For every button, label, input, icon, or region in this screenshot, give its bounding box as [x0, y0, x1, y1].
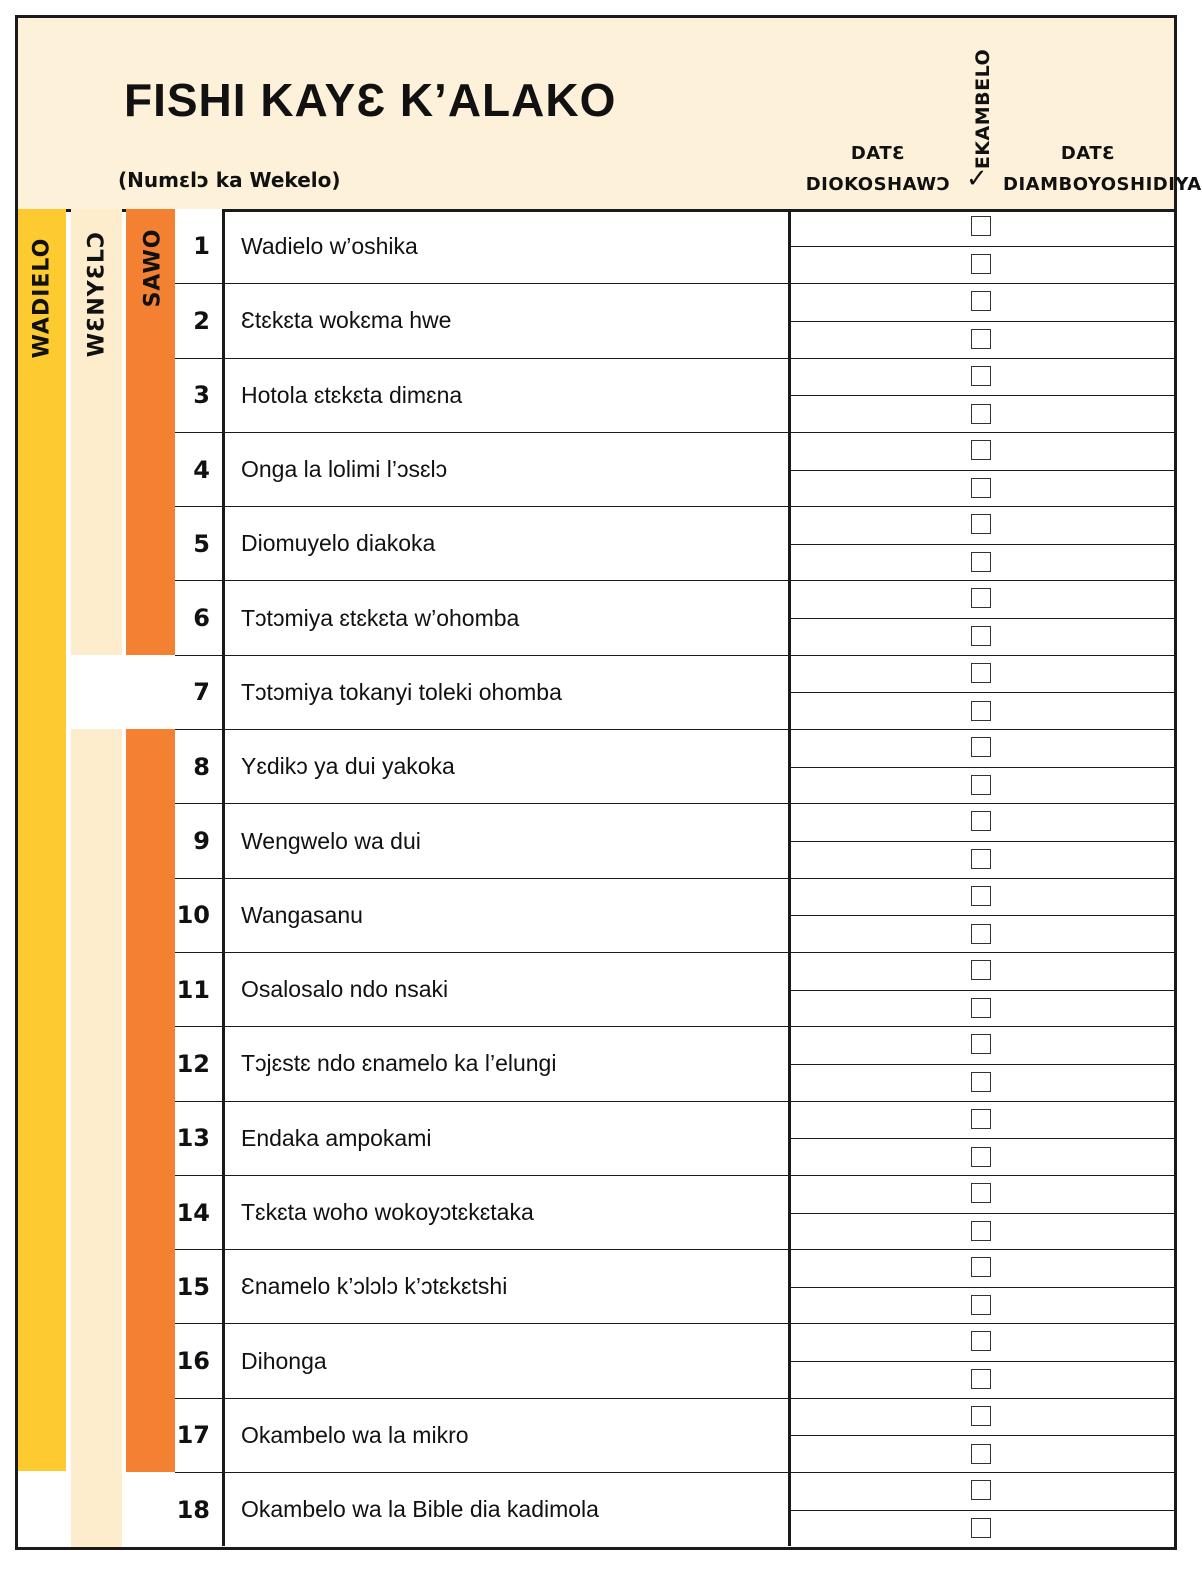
- divider: [791, 915, 1174, 916]
- progress-sheet: [15, 15, 1202, 1550]
- table-row: [175, 506, 1174, 580]
- lesson-number: 4: [175, 433, 225, 506]
- divider: [791, 767, 1174, 768]
- checkbox[interactable]: [971, 924, 991, 944]
- table-row: [175, 283, 1174, 357]
- lesson-number: 3: [175, 359, 225, 432]
- divider: [791, 1361, 1174, 1362]
- table-row: [175, 655, 1174, 729]
- band-wenyelo-label: WƐNYƐLƆ: [84, 230, 110, 358]
- column-header-date-given-line2: DIOKOSHAWƆ: [805, 174, 951, 195]
- table-row: [175, 1026, 1174, 1100]
- page-title: FISHI KAYƐ K’ALAKO: [124, 74, 617, 126]
- lesson-name: Yɛdikɔ ya dui yakoka: [241, 753, 455, 780]
- lesson-name: Okambelo wa la Bible dia kadimola: [241, 1496, 599, 1523]
- checkbox[interactable]: [971, 1221, 991, 1241]
- lesson-number: 5: [175, 507, 225, 580]
- date-cells: [788, 1027, 1174, 1100]
- checkbox[interactable]: [971, 478, 991, 498]
- lesson-name: Tɛkɛta woho wokoyɔtɛkɛtaka: [241, 1199, 534, 1225]
- checkbox[interactable]: [971, 216, 991, 236]
- date-cells: [788, 1473, 1174, 1546]
- table-row: [175, 1101, 1174, 1175]
- date-cells: [788, 953, 1174, 1026]
- column-header-date-given-line1: DATƐ: [850, 143, 906, 164]
- table-row: [175, 1323, 1174, 1397]
- checkbox[interactable]: [971, 440, 991, 460]
- date-cells: [788, 209, 1174, 283]
- divider: [791, 618, 1174, 619]
- table-row: [175, 432, 1174, 506]
- checkbox[interactable]: [971, 811, 991, 831]
- checkbox[interactable]: [971, 1072, 991, 1092]
- lesson-number: 7: [175, 656, 225, 729]
- divider: [791, 321, 1174, 322]
- divider: [791, 841, 1174, 842]
- lesson-number: 8: [175, 730, 225, 803]
- table-row: [175, 803, 1174, 877]
- lesson-name: Okambelo wa la mikro: [241, 1421, 469, 1448]
- checkbox[interactable]: [971, 886, 991, 906]
- lesson-number: 9: [175, 804, 225, 877]
- checkbox[interactable]: [971, 1034, 991, 1054]
- checkbox[interactable]: [971, 701, 991, 721]
- table-row: [175, 1472, 1174, 1546]
- divider: [791, 1510, 1174, 1511]
- table-row: [175, 580, 1174, 654]
- checkbox[interactable]: [971, 366, 991, 386]
- checkbox[interactable]: [971, 1406, 991, 1426]
- lesson-number: 2: [175, 284, 225, 357]
- divider: [791, 246, 1174, 247]
- date-cells: [788, 1176, 1174, 1249]
- checkbox[interactable]: [971, 552, 991, 572]
- checkbox[interactable]: [971, 737, 991, 757]
- checkbox[interactable]: [971, 1480, 991, 1500]
- date-cells: [788, 1324, 1174, 1397]
- lesson-name: Tɔtɔmiya tokanyi toleki ohomba: [241, 678, 562, 705]
- table-row: [175, 1175, 1174, 1249]
- divider: [791, 1138, 1174, 1139]
- date-cells: [788, 1250, 1174, 1323]
- page-subtitle: (Numɛlɔ ka Wekelo): [118, 168, 341, 192]
- checkbox[interactable]: [971, 514, 991, 534]
- table-row: [175, 952, 1174, 1026]
- lesson-number: 15: [175, 1250, 225, 1323]
- checkbox[interactable]: [971, 329, 991, 349]
- divider: [791, 1287, 1174, 1288]
- lesson-number: 10: [175, 879, 225, 952]
- column-header-date-done: [1003, 138, 1202, 200]
- lesson-name: Hotola ɛtɛkɛta dimɛna: [241, 381, 463, 408]
- checkbox[interactable]: [971, 663, 991, 683]
- lesson-name: Ɛnamelo k’ɔlɔlɔ k’ɔtɛkɛtshi: [241, 1273, 508, 1300]
- lesson-name: Dihonga: [241, 1347, 327, 1374]
- checkbox[interactable]: [971, 1257, 991, 1277]
- column-header-date-given: [798, 138, 958, 200]
- checkbox[interactable]: [971, 1147, 991, 1167]
- checkbox[interactable]: [971, 1331, 991, 1351]
- table-row: [175, 358, 1174, 432]
- table-row: [175, 1249, 1174, 1323]
- column-header-ekambelo-label: EKAMBELO: [972, 48, 994, 170]
- lesson-number: 13: [175, 1102, 225, 1175]
- lesson-number: 12: [175, 1027, 225, 1100]
- date-cells: [788, 730, 1174, 803]
- divider: [791, 470, 1174, 471]
- lesson-name: Tɔtɔmiya ɛtɛkɛta w’ohomba: [241, 604, 520, 631]
- divider: [791, 544, 1174, 545]
- lesson-name: Osalosalo ndo nsaki: [241, 976, 449, 1003]
- lesson-number: 14: [175, 1176, 225, 1249]
- date-cells: [788, 433, 1174, 506]
- checkbox[interactable]: [971, 1295, 991, 1315]
- lesson-name: Onga la lolimi l’ɔsɛlɔ: [241, 456, 448, 483]
- table-row: [175, 729, 1174, 803]
- sheet-header: [18, 18, 1202, 212]
- divider: [791, 990, 1174, 991]
- lesson-name: Ɛtɛkɛta wokɛma hwe: [241, 307, 452, 334]
- date-cells: [788, 284, 1174, 357]
- date-cells: [788, 656, 1174, 729]
- date-cells: [788, 581, 1174, 654]
- checkbox[interactable]: [971, 775, 991, 795]
- date-cells: [788, 804, 1174, 877]
- band-wadielo: [18, 209, 66, 1471]
- lesson-number: 17: [175, 1399, 225, 1472]
- date-cells: [788, 1102, 1174, 1175]
- checkbox[interactable]: [971, 1518, 991, 1538]
- date-cells: [788, 359, 1174, 432]
- band-sawo-lower: [126, 729, 176, 1472]
- checkmark-icon: ✓: [966, 164, 988, 194]
- divider: [791, 692, 1174, 693]
- table-row: [175, 209, 1174, 283]
- band-wenyelo-lower: [71, 729, 122, 1547]
- checkbox[interactable]: [971, 626, 991, 646]
- lesson-name: Tɔjɛstɛ ndo ɛnamelo ka l’elungi: [241, 1050, 557, 1077]
- table-row: [175, 878, 1174, 952]
- lesson-name: Wangasanu: [241, 901, 363, 928]
- lesson-name: Endaka ampokami: [241, 1124, 432, 1151]
- band-wadielo-label: WADIELO: [29, 237, 55, 359]
- divider: [791, 1064, 1174, 1065]
- divider: [791, 1435, 1174, 1436]
- lesson-number: 6: [175, 581, 225, 654]
- checkbox[interactable]: [971, 404, 991, 424]
- date-cells: [788, 507, 1174, 580]
- checkbox[interactable]: [971, 1183, 991, 1203]
- table-row: [175, 1398, 1174, 1472]
- divider: [791, 1213, 1174, 1214]
- checkbox[interactable]: [971, 588, 991, 608]
- date-cells: [788, 1399, 1174, 1472]
- checkbox[interactable]: [971, 960, 991, 980]
- date-cells: [788, 879, 1174, 952]
- column-header-date-done-line2: DIAMBOYOSHIDIYA: [1003, 174, 1202, 195]
- lesson-number: 1: [175, 209, 225, 283]
- checkbox[interactable]: [971, 998, 991, 1018]
- lesson-number: 11: [175, 953, 225, 1026]
- checkbox[interactable]: [971, 849, 991, 869]
- column-header-date-done-line1: DATƐ: [1060, 143, 1116, 164]
- lesson-name: Wengwelo wa dui: [241, 827, 421, 854]
- checkbox[interactable]: [971, 1369, 991, 1389]
- lesson-number: 18: [175, 1473, 225, 1546]
- lesson-table: [175, 209, 1174, 1546]
- divider: [791, 395, 1174, 396]
- band-sawo-label: SAWO: [140, 228, 166, 308]
- checkbox[interactable]: [971, 1444, 991, 1464]
- lesson-number: 16: [175, 1324, 225, 1397]
- checkbox[interactable]: [971, 291, 991, 311]
- checkbox[interactable]: [971, 254, 991, 274]
- lesson-name: Wadielo w’oshika: [241, 232, 418, 259]
- lesson-name: Diomuyelo diakoka: [241, 530, 436, 557]
- checkbox[interactable]: [971, 1109, 991, 1129]
